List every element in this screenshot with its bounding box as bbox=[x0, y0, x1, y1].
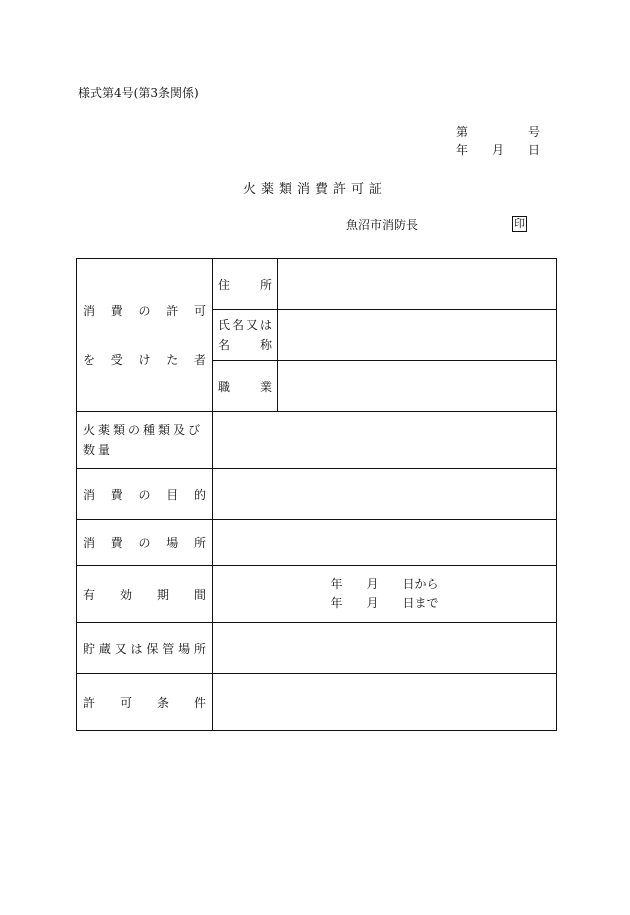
validity-value: 年 月 日から 年 月 日まで bbox=[213, 566, 557, 623]
validity-label: 有 効 期 間 bbox=[77, 566, 213, 623]
occupation-value bbox=[278, 361, 557, 412]
place-value bbox=[213, 520, 557, 566]
storage-label: 貯 蔵 又 は 保 管 場 所 bbox=[77, 623, 213, 674]
occupation-label: 職 業 bbox=[213, 361, 278, 412]
seal-mark: 印 bbox=[514, 217, 525, 230]
conditions-value bbox=[213, 674, 557, 731]
purpose-value bbox=[213, 469, 557, 520]
number-prefix: 第 bbox=[456, 125, 469, 139]
number-suffix: 号 bbox=[527, 125, 540, 139]
permit-number-line bbox=[456, 123, 540, 139]
conditions-label: 許 可 条 件 bbox=[77, 674, 213, 731]
issue-month: 月 bbox=[492, 143, 505, 157]
issue-year: 年 bbox=[456, 143, 469, 157]
name-label: 氏 名 又 は 名 称 bbox=[213, 310, 278, 361]
explosives-kind-value bbox=[213, 412, 557, 469]
name-value bbox=[278, 310, 557, 361]
permit-table bbox=[76, 258, 557, 731]
issue-date-line bbox=[456, 141, 540, 157]
address-label: 住 所 bbox=[213, 259, 278, 310]
place-label: 消 費 の 場 所 bbox=[77, 520, 213, 566]
document-title: 火薬類消費許可証 bbox=[242, 182, 388, 197]
issuer-name: 魚沼市消防長 bbox=[346, 218, 419, 232]
storage-value bbox=[213, 623, 557, 674]
address-value bbox=[278, 259, 557, 310]
permit-holder-label: 消 費 の 許 可 を 受 け た 者 bbox=[77, 259, 213, 412]
explosives-kind-label: 火薬類の種類及び数量 bbox=[77, 412, 213, 469]
issue-day: 日 bbox=[527, 143, 540, 157]
form-number: 様式第4号(第3条関係) bbox=[78, 86, 199, 100]
purpose-label: 消 費 の 目 的 bbox=[77, 469, 213, 520]
